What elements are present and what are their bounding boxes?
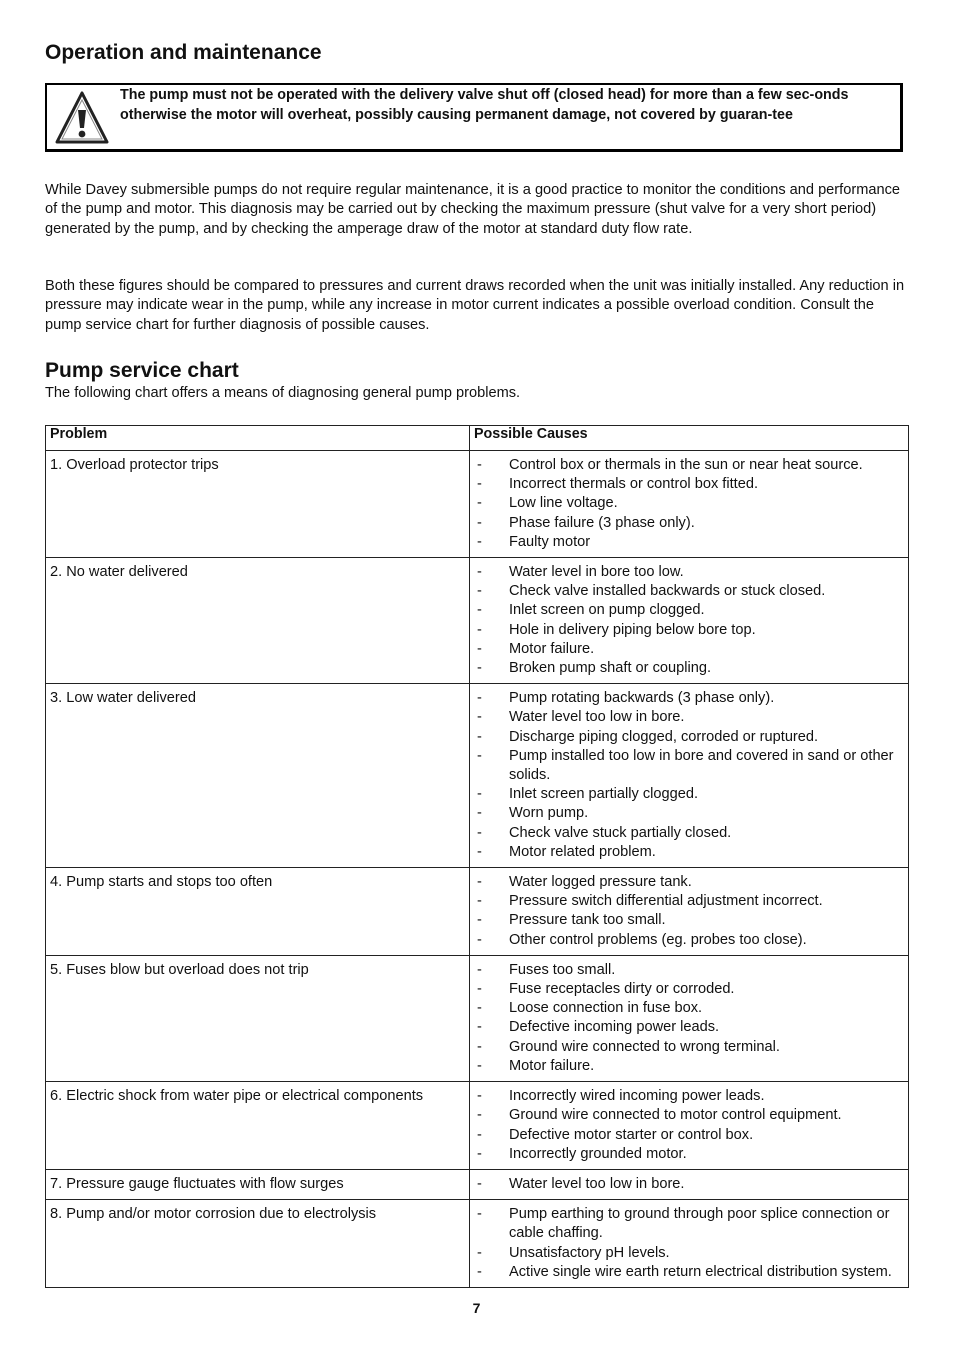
causes-cell [470,1169,909,1199]
cause-item: - Inlet screen on pump clogged. [477,601,904,620]
cause-item: - Check valve stuck partially closed. [477,824,904,843]
cause-item: - Motor related problem. [477,843,904,862]
cause-item: - Incorrectly wired incoming power leads. [477,1087,904,1106]
cause-item: - Inlet screen partially clogged. [477,785,904,804]
cause-item: - Pump earthing to ground through poor splice connection or cable chaffing. [477,1205,904,1243]
cause-item: - Hole in delivery piping below bore top. [477,621,904,640]
table-row [46,684,909,868]
causes-list [477,689,904,862]
cause-item: - Active single wire earth return electrical distribution system. [477,1263,904,1282]
table-row [46,955,909,1081]
cause-item: - Defective incoming power leads. [477,1018,904,1037]
table-row [46,451,909,558]
causes-list [477,961,904,1076]
cause-item: - Water level too low in bore. [477,1175,904,1194]
problem-cell: 3. Low water delivered [46,684,470,868]
cause-item: - Pump installed too low in bore and covered in sand or other solids. [477,747,904,785]
problem-cell: 5. Fuses blow but overload does not trip [46,955,470,1081]
cause-item: - Pressure switch differential adjustment incorrect. [477,892,904,911]
problem-cell: 6. Electric shock from water pipe or electrical components [46,1082,470,1170]
cause-item: - Control box or thermals in the sun or near heat source. [477,456,904,475]
cause-item: - Motor failure. [477,1057,904,1076]
table-row [46,1200,909,1288]
cause-item: - Motor failure. [477,640,904,659]
table-header-row [46,426,909,451]
causes-cell [470,955,909,1081]
causes-cell [470,868,909,956]
cause-item: - Discharge piping clogged, corroded or ruptured. [477,728,904,747]
problem-cell: 1. Overload protector trips [46,451,470,558]
column-header-causes: Possible Causes [470,426,909,451]
cause-item: - Pump rotating backwards (3 phase only). [477,689,904,708]
causes-list [477,1175,904,1194]
cause-item: - Water level too low in bore. [477,708,904,727]
cause-item: - Water level in bore too low. [477,563,904,582]
warning-triangle-icon [53,88,111,146]
causes-cell [470,451,909,558]
cause-item: - Defective motor starter or control box. [477,1126,904,1145]
table-row [46,1082,909,1170]
causes-cell [470,1200,909,1288]
cause-item: - Fuse receptacles dirty or corroded. [477,980,904,999]
column-header-problem: Problem [46,426,470,451]
causes-cell [470,684,909,868]
cause-item: - Check valve installed backwards or stuck closed. [477,582,904,601]
problem-cell: 4. Pump starts and stops too often [46,868,470,956]
cause-item: - Worn pump. [477,804,904,823]
table-row [46,1169,909,1199]
cause-item: - Ground wire connected to motor control equipment. [477,1106,904,1125]
cause-item: - Loose connection in fuse box. [477,999,904,1018]
cause-item: - Pressure tank too small. [477,911,904,930]
cause-item: - Phase failure (3 phase only). [477,514,904,533]
cause-item: - Unsatisfactory pH levels. [477,1244,904,1263]
causes-list [477,1205,904,1282]
causes-cell [470,558,909,684]
cause-item: - Water logged pressure tank. [477,873,904,892]
page-number: 7 [472,1300,481,1316]
warning-box [45,83,903,152]
cause-item: - Incorrect thermals or control box fitted. [477,475,904,494]
problem-cell: 7. Pressure gauge fluctuates with flow surges [46,1169,470,1199]
cause-item: - Faulty motor [477,533,904,552]
cause-item: - Fuses too small. [477,961,904,980]
causes-list [477,873,904,950]
causes-list [477,1087,904,1164]
cause-item: - Broken pump shaft or coupling. [477,659,904,678]
table-row [46,558,909,684]
cause-item: - Ground wire connected to wrong terminal. [477,1038,904,1057]
section-heading-operation: Operation and maintenance [45,41,322,64]
section-heading-chart: Pump service chart [45,359,239,382]
cause-item: - Low line voltage. [477,494,904,513]
causes-cell [470,1082,909,1170]
causes-list [477,563,904,678]
body-paragraph-1: While Davey submersible pumps do not require regular maintenance, it is a good practice to monitor the conditions and performance of the pump and motor. This diagnosis may be carried out by checking the maximum pressure (shut valve for a very short period) generated by the pump, and by checking the amperage draw of the motor at standard duty flow rate. [45,182,900,237]
causes-list [477,456,904,552]
body-paragraph-2: Both these figures should be compared to pressures and current draws recorded when the unit was initially installed. Any reduction in pressure may indicate wear in the pump, while any increase in motor current indicates a possible overload condition. Consult the pump service chart for further diagnosis of possible causes. [45,278,905,333]
service-chart-table [45,425,909,1288]
cause-item: - Other control problems (eg. probes too close). [477,931,904,950]
problem-cell: 2. No water delivered [46,558,470,684]
cause-item: - Incorrectly grounded motor. [477,1145,904,1164]
warning-text: The pump must not be operated with the delivery valve shut off (closed head) for more than a few sec-onds otherwise the motor will overheat, possibly causing permanent damage, not covered by guaran-tee [120,87,849,123]
chart-intro: The following chart offers a means of diagnosing general pump problems. [45,385,521,401]
table-row [46,868,909,956]
problem-cell: 8. Pump and/or motor corrosion due to electrolysis [46,1200,470,1288]
